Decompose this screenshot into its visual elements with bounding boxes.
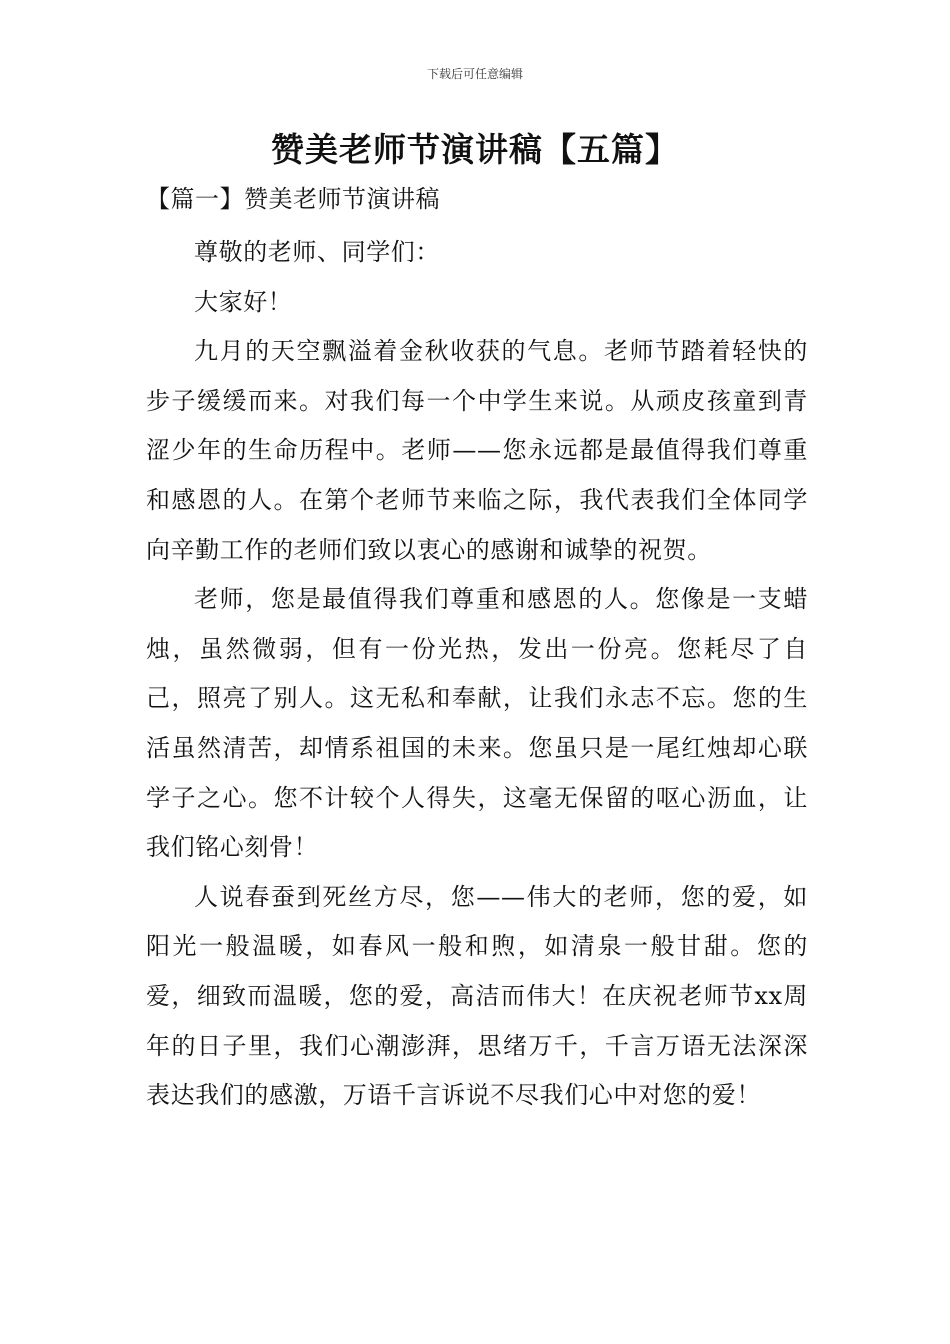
- paragraph: 老师，您是最值得我们尊重和感恩的人。您像是一支蜡烛，虽然微弱，但有一份光热，发出一份亮。您耗尽了自己，照亮了别人。这无私和奉献，让我们永志不忘。您的生活虽然清苦，却情系祖国的未来。您虽只是一尾红烛却心联学子之心。您不计较个人得失，这毫无保留的呕心沥血，让我们铭心刻骨！: [146, 585, 808, 862]
- section-heading: 【篇一】赞美老师节演讲稿: [146, 185, 440, 213]
- paragraph-greeting: 大家好！: [194, 287, 293, 316]
- document-body: [146, 228, 808, 1121]
- paragraph: 九月的天空飘溢着金秋收获的气息。老师节踏着轻快的步子缓缓而来。对我们每一个中学生来说。从顽皮孩童到青涩少年的生命历程中。老师——您永远都是最值得我们尊重和感恩的人。在第个老师节来临之际，我代表我们全体同学向辛勤工作的老师们致以衷心的感谢和诚挚的祝贺。: [146, 337, 808, 564]
- paragraph-greeting-salutation: 尊敬的老师、同学们：: [194, 238, 440, 266]
- header-note: 下载后可任意编辑: [426, 67, 523, 81]
- paragraph: 人说春蚕到死丝方尽，您——伟大的老师，您的爱，如阳光一般温暖，如春风一般和煦，如清泉一般甘甜。您的爱，细致而温暖，您的爱，高洁而伟大！在庆祝老师节xx周年的日子里，我们心潮澎湃，思绪万千，千言万语无法深深表达我们的感激，万语千言诉说不尽我们心中对您的爱！: [146, 882, 808, 1110]
- document-title: 赞美老师节演讲稿【五篇】: [271, 130, 679, 169]
